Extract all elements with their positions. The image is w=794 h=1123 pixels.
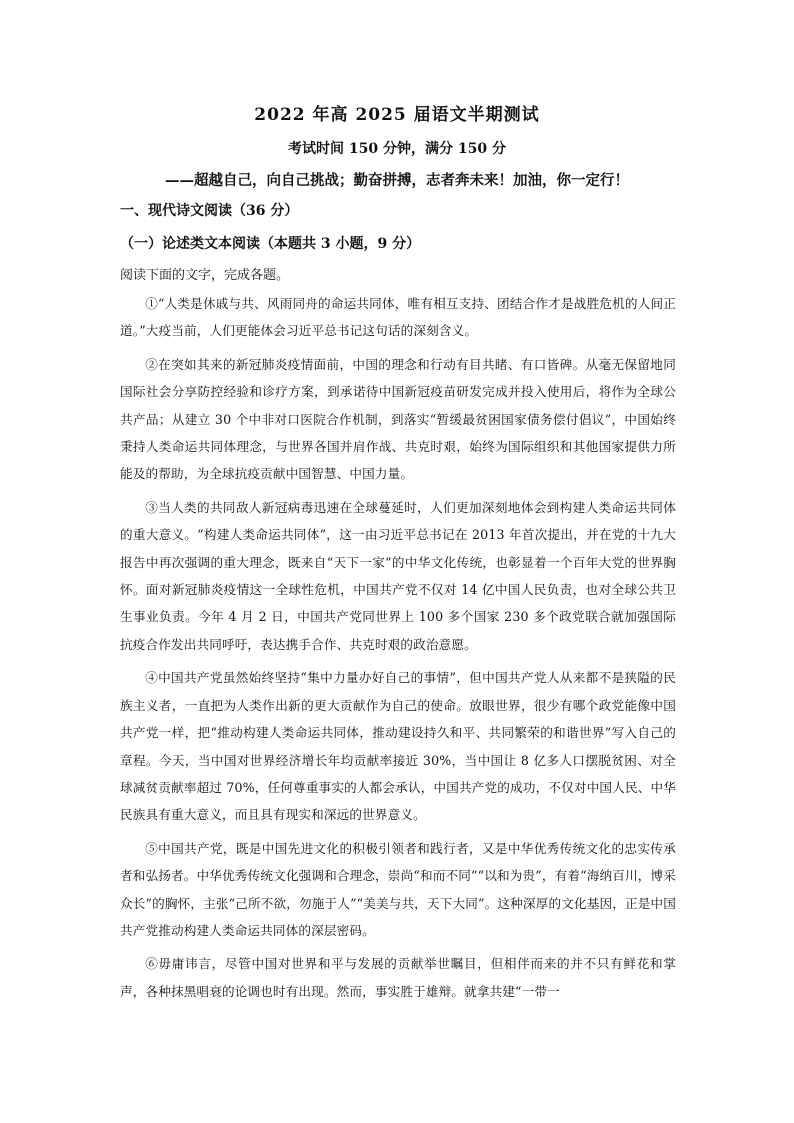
motivational-motto: ——超越自己，向自己挑战；勤奋拼搏，志者奔未来！加油，你一定行！ — [165, 172, 629, 189]
passage-paragraph-5: ⑤中国共产党，既是中国先进文化的积极引领者和践行者，又是中华优秀传统文化的忠实传承者和弘扬者。中华优秀传统文化强调和合理念，崇尚“和而不同”“以和为贵”，有着“海纳百川，博采众长”的胸怀，主张“己所不欲，勿施于人”“美美与共，天下大同”。这种深厚的文化基因，正是中国共产党推动构建人类命运共同体的深层密码。 — [120, 840, 676, 938]
passage-paragraph-3: ③当人类的共同敌人新冠病毒迅速在全球蔓延时，人们更加深刻地体会到构建人类命运共同体的重大意义。“构建人类命运共同体”，这一由习近平总书记在 2013 年首次提出，并在党的十九大报告中再次强调的重大理念，既来自“天下一家”的中华文化传统，也彰显着一个百年大党的世界胸怀。面对新冠肺炎疫情这一全球性危机，中国共产党不仅对 14 亿中国人民负责，也对全球公共卫生事业负责。今年 4 月 2 日，中国共产党同世界上 100 多个国家 230 多个政党联合就加强国际抗疫合作发出共同呼吁，表达携手合作、共克时艰的政治意愿。 — [120, 499, 676, 652]
reading-instruction: 阅读下面的文字，完成各题。 — [120, 268, 290, 283]
exam-title: 2022 年高 2025 届语文半期测试 — [254, 105, 540, 125]
passage-paragraph-1: ①“人类是休戚与共、风雨同舟的命运共同体，唯有相互支持、团结合作才是战胜危机的人间正道。”大疫当前，人们更能体会习近平总书记这句话的深刻含义。 — [120, 296, 676, 339]
exam-time-and-score: 考试时间 150 分钟，满分 150 分 — [288, 141, 506, 157]
passage-paragraph-4: ④中国共产党虽然始终坚持“集中力量办好自己的事情”，但中国共产党人从来都不是狭隘的民族主义者，一直把为人类作出新的更大贡献作为自己的使命。放眼世界，很少有哪个政党能像中国共产党一样，把“推动构建人类命运共同体，推动建设持久和平、共同繁荣的和谐世界”写入自己的章程。今天，当中国对世界经济增长年均贡献率接近 30%，当中国让 8 亿多人口摆脱贫困、对全球减贫贡献率超过 70%，任何尊重事实的人都会承认，中国共产党的成功，不仅对中国人民、中华民族具有重大意义，而且具有现实和深远的世界意义。 — [120, 670, 676, 823]
passage-paragraph-2: ②在突如其来的新冠肺炎疫情面前，中国的理念和行动有目共睹、有口皆碑。从毫无保留地同国际社会分享防控经验和诊疗方案，到承诺待中国新冠疫苗研发完成并投入使用后，将作为全球公共产品；从建立 30 个中非对口医院合作机制，到落实“暂缓最贫困国家债务偿付倡议”，中国始终秉持人类命运共同体理念，与世界各国并肩作战、共克时艰，始终为国际组织和其他国家提供力所能及的帮助，为全球抗疫贡献中国智慧、中国力量。 — [120, 356, 676, 482]
reading-passage — [120, 290, 676, 1011]
passage-paragraph-6: ⑥毋庸讳言，尽管中国对世界和平与发展的贡献举世瞩目，但相伴而来的并不只有鲜花和掌声，各种抹黑唱衰的论调也时有出现。然而，事实胜于雄辩。就拿共建“一带一 — [120, 956, 676, 999]
subsection-heading-argumentative: （一）论述类文本阅读（本题共 3 小题，9 分） — [120, 236, 421, 252]
section-heading-part1: 一、现代诗文阅读（36 分） — [120, 203, 299, 219]
